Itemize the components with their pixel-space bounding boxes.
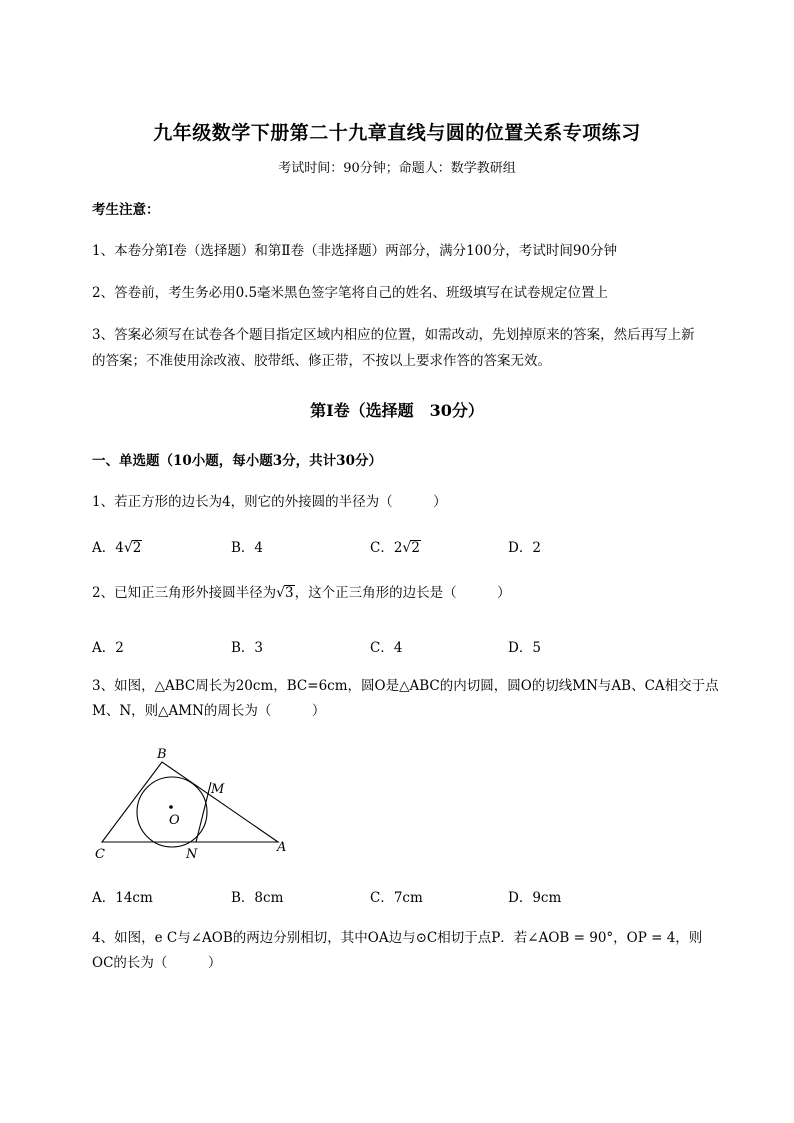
- question-3-stem-line-2: M、N，则△AMN的周长为（ ）: [92, 703, 326, 719]
- exam-subtitle: 考试时间：90分钟；命题人：数学教研组: [278, 161, 516, 176]
- question-2-stem: 2、已知正三角形外接圆半径为√3，这个正三角形的边长是（ ）: [92, 585, 511, 601]
- q1-option-a: A．4√2: [92, 540, 142, 556]
- q1-option-b: B．4: [231, 540, 264, 556]
- label-m: M: [211, 782, 225, 797]
- question-4-stem-line-2: OC的长为（ ）: [92, 955, 222, 971]
- q1-option-d: D．2: [508, 540, 541, 556]
- question-3-stem-line-1: 3、如图，△ABC周长为20cm，BC=6cm，圆O是△ABC的内切圆，圆O的切线MN与AB、CA相交于点: [92, 678, 719, 694]
- label-c: C: [95, 847, 105, 862]
- notice-item-3: 3、答案必须写在试卷各个题目指定区域内相应的位置，如需改动，先划掉原来的答案，然后再写上新: [92, 327, 695, 343]
- q2-radicand: 3: [285, 585, 294, 601]
- q1-option-a-radicand: 2: [132, 540, 142, 556]
- q2-option-d: D．5: [508, 640, 541, 656]
- question-1-stem: 1、若正方形的边长为4，则它的外接圆的半径为（ ）: [92, 494, 447, 510]
- q2-option-a: A．2: [92, 640, 124, 656]
- q1-option-c-radicand: 2: [411, 540, 420, 556]
- q2-option-c: C．4: [370, 640, 403, 656]
- q3-option-b: B．8cm: [231, 890, 284, 906]
- notice-item-3-cont: 的答案；不准使用涂改液、胶带纸、修正带，不按以上要求作答的答案无效。: [92, 353, 551, 369]
- notice-item-1: 1、本卷分第I卷（选择题）和第Ⅱ卷（非选择题）两部分，满分100分，考试时间90分钟: [92, 243, 618, 259]
- incircle-o: [137, 777, 207, 847]
- q3-option-c: C．7cm: [370, 890, 423, 906]
- part-heading: 一、单选题（10小题，每小题3分，共计30分）: [92, 453, 382, 469]
- label-n: N: [186, 847, 198, 862]
- q3-figure: [90, 742, 300, 867]
- q2-option-b: B．3: [231, 640, 264, 656]
- q3-option-a: A．14cm: [92, 890, 153, 906]
- triangle-abc: [102, 762, 278, 842]
- notice-item-2: 2、答卷前，考生务必用0.5毫米黑色签字笔将自己的姓名、班级填写在试卷规定位置上: [92, 285, 609, 301]
- label-b: B: [157, 747, 167, 762]
- center-point-o: [169, 805, 173, 809]
- section-title: 第I卷（选择题 30分）: [310, 401, 484, 420]
- exam-title: 九年级数学下册第二十九章直线与圆的位置关系专项练习: [153, 122, 641, 144]
- q1-option-c: C．2√2: [370, 540, 420, 556]
- notice-heading: 考生注意：: [92, 202, 160, 218]
- label-o: O: [169, 813, 180, 828]
- label-a: A: [277, 840, 287, 855]
- q3-option-d: D．9cm: [508, 890, 562, 906]
- question-4-stem-line-1: 4、如图，e C与∠AOB的两边分别相切，其中OA边与⊙C相切于点P．若∠AOB = 90°，OP = 4，则: [92, 930, 703, 946]
